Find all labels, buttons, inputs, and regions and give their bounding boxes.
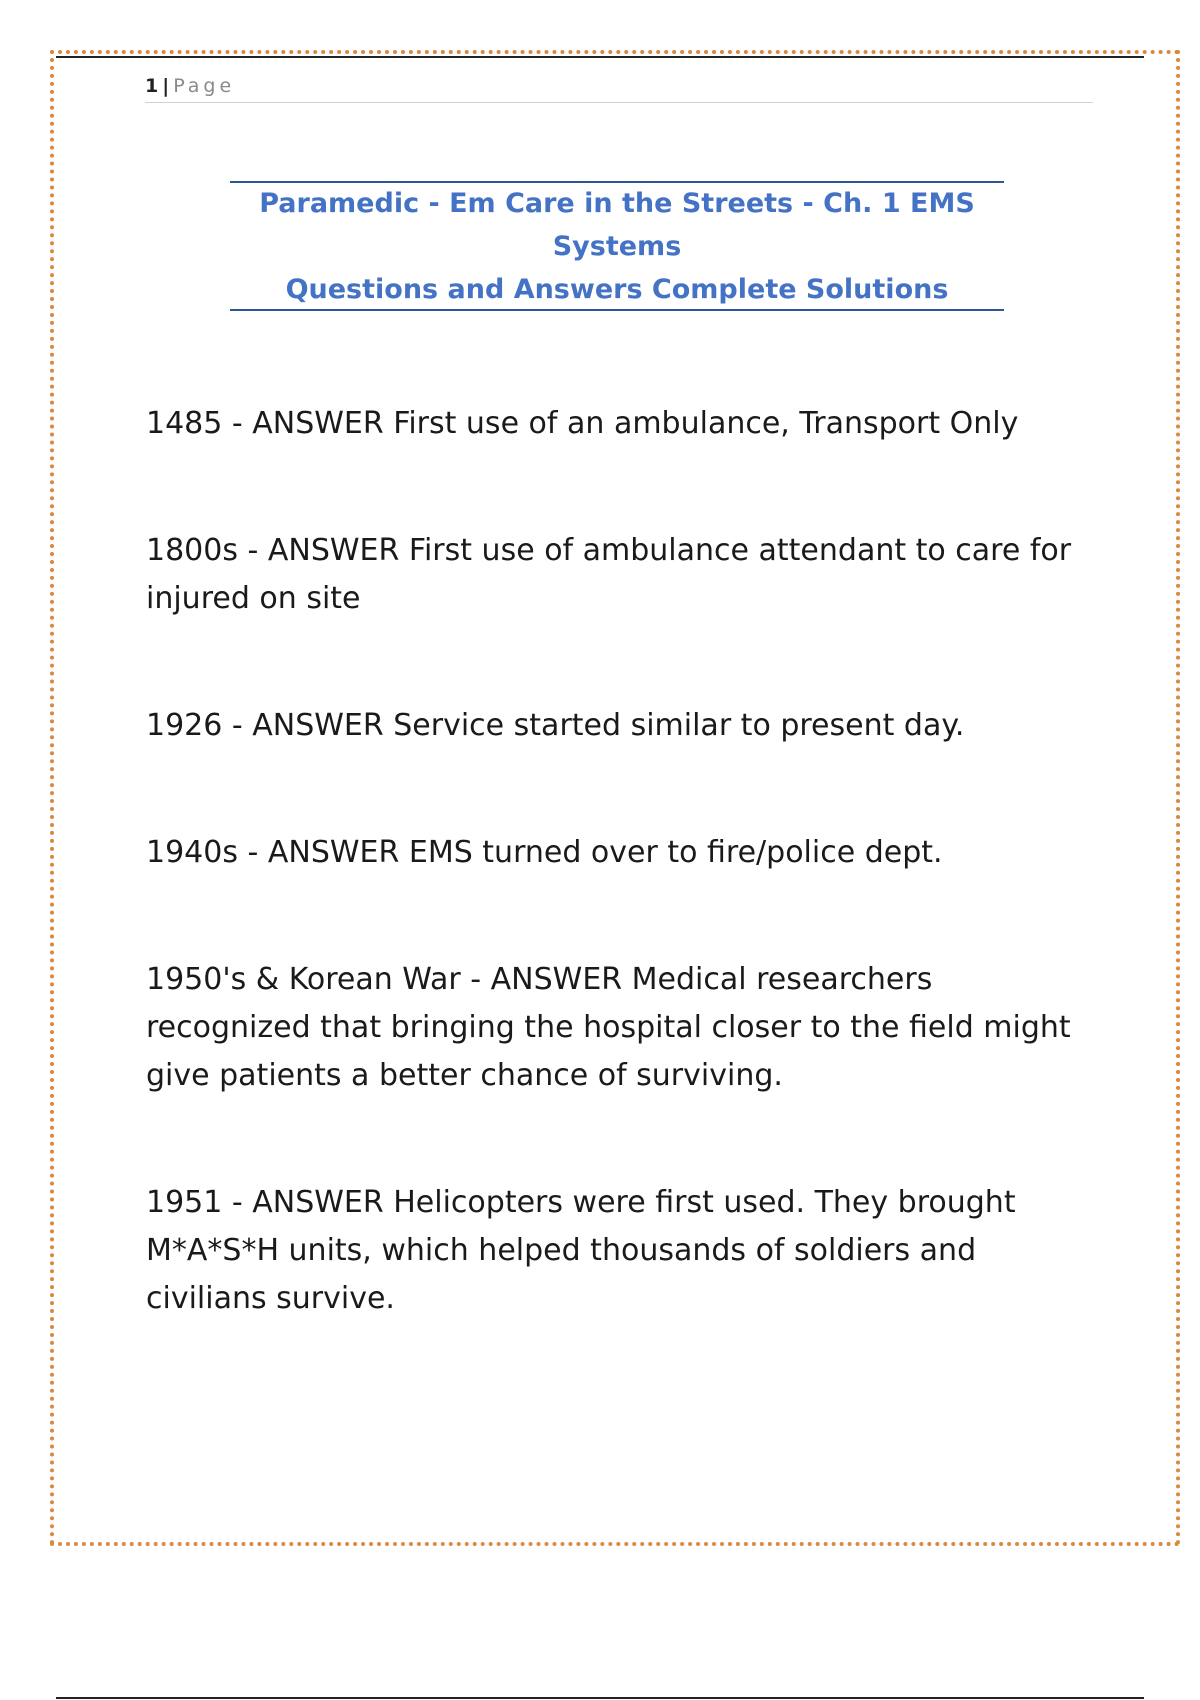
document-title-block [230,181,1004,311]
page-number: 1 [145,75,159,97]
bottom-rule [56,1697,1144,1699]
qa-item: 1800s - ANSWER First use of ambulance attendant to care for injured on site [146,533,1072,616]
qa-item: 1950's & Korean War - ANSWER Medical researchers recognized that bringing the hospital closer to the field might give patients a better chance of surviving. [146,962,1071,1093]
page-word: Page [173,75,236,97]
qa-item: 1940s - ANSWER EMS turned over to fire/police dept. [146,835,943,870]
qa-item: 1951 - ANSWER Helicopters were first used. They brought M*A*S*H units, which helped thousands of soldiers and civilians survive. [146,1185,1016,1316]
page-separator: | [162,75,170,97]
qa-item: 1485 - ANSWER First use of an ambulance, Transport Only [146,406,1019,441]
qa-list [146,400,1096,1402]
document-title [237,182,997,311]
qa-item: 1926 - ANSWER Service started similar to present day. [146,708,965,743]
title-line-1: Paramedic - Em Care in the Streets - Ch. 1 EMS Systems [259,187,975,262]
title-line-2: Questions and Answers Complete Solutions [285,273,949,305]
page-header [145,74,1093,103]
top-rule [56,56,1144,58]
